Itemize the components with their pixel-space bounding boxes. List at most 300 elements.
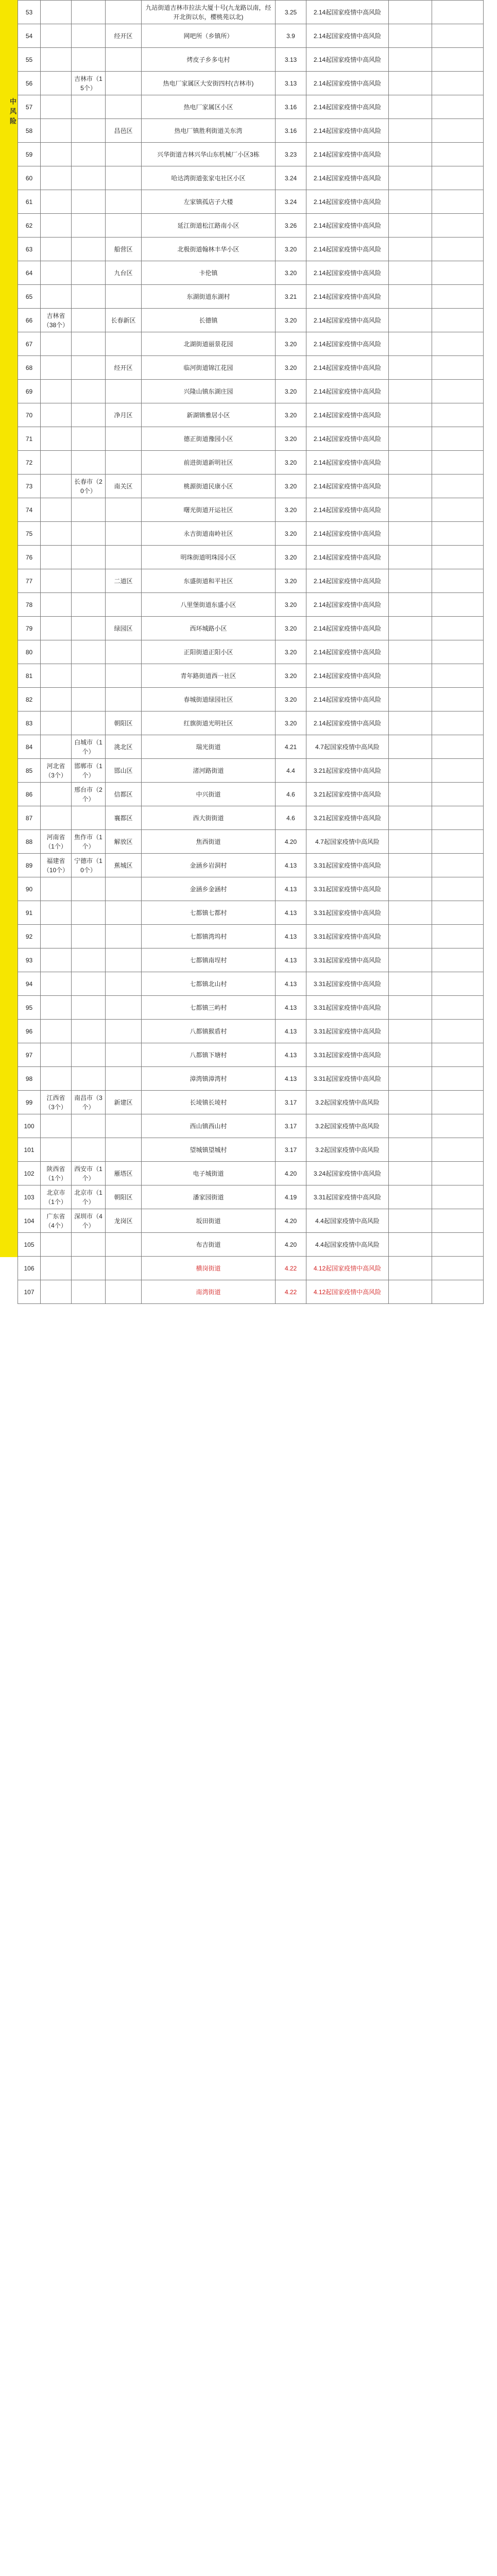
row-number: 64 [18, 261, 41, 285]
table-row [18, 451, 484, 474]
city-cell: 焦作市（1个） [72, 830, 106, 854]
city-cell [72, 332, 106, 356]
date-cell: 4.22 [276, 1257, 306, 1280]
district-cell [106, 688, 142, 711]
location-cell: 东盛街道和平社区 [142, 569, 276, 593]
risk-status-cell: 3.21起国家疫情中高风险 [306, 759, 389, 783]
city-cell [72, 119, 106, 143]
region-start-cell [389, 877, 432, 901]
risk-status-cell: 2.14起国家疫情中高风险 [306, 474, 389, 498]
city-cell [72, 806, 106, 830]
region-end-cell [432, 498, 484, 522]
region-start-cell [389, 214, 432, 238]
province-cell [41, 1233, 72, 1257]
city-cell [72, 48, 106, 72]
district-cell [106, 1020, 142, 1043]
district-cell [106, 380, 142, 403]
region-start-cell [389, 24, 432, 48]
province-cell: 吉林省（38个） [41, 309, 72, 332]
table-row [18, 356, 484, 380]
table-row [18, 1043, 484, 1067]
row-number: 101 [18, 1138, 41, 1162]
location-cell: 金涵乡金涵村 [142, 877, 276, 901]
district-cell [106, 877, 142, 901]
risk-status-cell: 2.14起国家疫情中高风险 [306, 238, 389, 261]
location-cell: 桃源街道民康小区 [142, 474, 276, 498]
date-cell: 4.13 [276, 948, 306, 972]
location-cell: 烤皮子乡多屯村 [142, 48, 276, 72]
province-cell [41, 48, 72, 72]
table-row [18, 427, 484, 451]
date-cell: 4.20 [276, 1233, 306, 1257]
region-end-cell [432, 214, 484, 238]
province-cell [41, 214, 72, 238]
risk-status-cell: 3.24起国家疫情中高风险 [306, 1162, 389, 1185]
province-cell [41, 285, 72, 309]
row-number: 55 [18, 48, 41, 72]
location-cell: 临河街道锦江花园 [142, 356, 276, 380]
region-start-cell [389, 190, 432, 214]
location-cell: 金涵乡岩洞村 [142, 854, 276, 877]
region-end-cell [432, 24, 484, 48]
province-cell [41, 593, 72, 617]
region-end-cell [432, 119, 484, 143]
region-start-cell [389, 1257, 432, 1280]
row-number: 69 [18, 380, 41, 403]
region-end-cell [432, 1114, 484, 1138]
date-cell: 3.20 [276, 356, 306, 380]
table-row [18, 48, 484, 72]
region-start-cell [389, 261, 432, 285]
date-cell: 3.20 [276, 474, 306, 498]
date-cell: 4.19 [276, 1185, 306, 1209]
location-cell: 长堎镇长堎村 [142, 1091, 276, 1114]
city-cell [72, 190, 106, 214]
table-row [18, 332, 484, 356]
region-end-cell [432, 1185, 484, 1209]
province-cell [41, 427, 72, 451]
city-cell: 宁德市（10个） [72, 854, 106, 877]
region-start-cell [389, 1091, 432, 1114]
location-cell: 渚河路街道 [142, 759, 276, 783]
city-cell [72, 711, 106, 735]
location-cell: 红旗街道光明社区 [142, 711, 276, 735]
city-cell: 西安市（1个） [72, 1162, 106, 1185]
province-cell [41, 569, 72, 593]
district-cell: 南关区 [106, 474, 142, 498]
province-cell [41, 901, 72, 925]
region-end-cell [432, 617, 484, 640]
location-cell: 八都镇下塘村 [142, 1043, 276, 1067]
table-row [18, 190, 484, 214]
table-row [18, 380, 484, 403]
region-end-cell [432, 72, 484, 95]
region-end-cell [432, 806, 484, 830]
region-end-cell [432, 901, 484, 925]
city-cell [72, 640, 106, 664]
province-cell [41, 688, 72, 711]
city-cell: 北京市（1个） [72, 1185, 106, 1209]
district-cell: 雁塔区 [106, 1162, 142, 1185]
region-start-cell [389, 925, 432, 948]
province-cell: 福建省（10个） [41, 854, 72, 877]
district-cell [106, 190, 142, 214]
district-cell [106, 522, 142, 546]
table-row [18, 309, 484, 332]
region-end-cell [432, 711, 484, 735]
city-cell [72, 522, 106, 546]
city-cell [72, 1, 106, 24]
district-cell [106, 640, 142, 664]
region-end-cell [432, 1162, 484, 1185]
region-end-cell [432, 640, 484, 664]
region-start-cell [389, 948, 432, 972]
risk-status-cell: 4.4起国家疫情中高风险 [306, 1233, 389, 1257]
row-number: 88 [18, 830, 41, 854]
district-cell: 经开区 [106, 356, 142, 380]
date-cell: 4.20 [276, 830, 306, 854]
table-row [18, 1091, 484, 1114]
location-cell: 前进街道新明社区 [142, 451, 276, 474]
province-cell: 北京市（1个） [41, 1185, 72, 1209]
row-number: 89 [18, 854, 41, 877]
date-cell: 3.20 [276, 617, 306, 640]
row-number: 77 [18, 569, 41, 593]
row-number: 79 [18, 617, 41, 640]
row-number: 72 [18, 451, 41, 474]
city-cell [72, 214, 106, 238]
date-cell: 4.13 [276, 1020, 306, 1043]
city-cell [72, 1043, 106, 1067]
risk-status-cell: 2.14起国家疫情中高风险 [306, 166, 389, 190]
city-cell [72, 925, 106, 948]
district-cell [106, 332, 142, 356]
province-cell [41, 522, 72, 546]
district-cell [106, 1138, 142, 1162]
risk-area-table [18, 0, 484, 1304]
province-cell [41, 1043, 72, 1067]
district-cell [106, 95, 142, 119]
district-cell: 绿园区 [106, 617, 142, 640]
region-end-cell [432, 356, 484, 380]
date-cell: 3.20 [276, 688, 306, 711]
row-number: 98 [18, 1067, 41, 1091]
region-end-cell [432, 238, 484, 261]
city-cell [72, 546, 106, 569]
region-start-cell [389, 854, 432, 877]
location-cell: 热电厂家属区大安街四村(吉林市) [142, 72, 276, 95]
city-cell: 吉林市（15个） [72, 72, 106, 95]
province-cell [41, 925, 72, 948]
table-row [18, 593, 484, 617]
risk-status-cell: 2.14起国家疫情中高风险 [306, 688, 389, 711]
risk-status-cell: 2.14起国家疫情中高风险 [306, 569, 389, 593]
city-cell [72, 95, 106, 119]
region-end-cell [432, 190, 484, 214]
district-cell: 经开区 [106, 24, 142, 48]
date-cell: 3.20 [276, 640, 306, 664]
province-cell: 广东省（4个） [41, 1209, 72, 1233]
row-number: 80 [18, 640, 41, 664]
location-cell: 瑞光街道 [142, 735, 276, 759]
district-cell: 九台区 [106, 261, 142, 285]
table-row [18, 1257, 484, 1280]
date-cell: 4.13 [276, 1043, 306, 1067]
table-row [18, 1280, 484, 1304]
location-cell: 明珠街道明珠园小区 [142, 546, 276, 569]
province-cell: 江西省（3个） [41, 1091, 72, 1114]
province-cell [41, 403, 72, 427]
location-cell: 横岗街道 [142, 1257, 276, 1280]
row-number: 95 [18, 996, 41, 1020]
district-cell: 朝阳区 [106, 1185, 142, 1209]
date-cell: 3.17 [276, 1138, 306, 1162]
location-cell: 哈达湾街道张家屯社区小区 [142, 166, 276, 190]
region-end-cell [432, 688, 484, 711]
city-cell [72, 901, 106, 925]
region-end-cell [432, 166, 484, 190]
region-start-cell [389, 474, 432, 498]
province-cell [41, 617, 72, 640]
city-cell [72, 1280, 106, 1304]
province-cell [41, 332, 72, 356]
region-start-cell [389, 1138, 432, 1162]
region-start-cell [389, 901, 432, 925]
city-cell [72, 1020, 106, 1043]
date-cell: 4.13 [276, 854, 306, 877]
city-cell [72, 1067, 106, 1091]
location-cell: 长德镇 [142, 309, 276, 332]
region-start-cell [389, 380, 432, 403]
region-end-cell [432, 877, 484, 901]
city-cell [72, 617, 106, 640]
row-number: 107 [18, 1280, 41, 1304]
district-cell: 长春新区 [106, 309, 142, 332]
location-cell: 八都镇猴盾村 [142, 1020, 276, 1043]
date-cell: 4.13 [276, 901, 306, 925]
table-row [18, 972, 484, 996]
region-end-cell [432, 309, 484, 332]
region-start-cell [389, 617, 432, 640]
region-end-cell [432, 783, 484, 806]
risk-status-cell: 4.12起国家疫情中高风险 [306, 1280, 389, 1304]
region-start-cell [389, 996, 432, 1020]
city-cell [72, 380, 106, 403]
province-cell [41, 711, 72, 735]
table-row [18, 1020, 484, 1043]
district-cell: 解放区 [106, 830, 142, 854]
district-cell [106, 72, 142, 95]
province-cell [41, 72, 72, 95]
district-cell [106, 1067, 142, 1091]
table-row [18, 901, 484, 925]
region-end-cell [432, 1138, 484, 1162]
row-number: 63 [18, 238, 41, 261]
row-number: 100 [18, 1114, 41, 1138]
region-end-cell [432, 854, 484, 877]
city-cell [72, 1114, 106, 1138]
date-cell: 3.26 [276, 214, 306, 238]
location-cell: 中兴街道 [142, 783, 276, 806]
city-cell: 邯郸市（1个） [72, 759, 106, 783]
date-cell: 4.6 [276, 806, 306, 830]
risk-level-side-bar [0, 0, 18, 1257]
region-start-cell [389, 238, 432, 261]
province-cell [41, 24, 72, 48]
city-cell [72, 143, 106, 166]
risk-status-cell: 2.14起国家疫情中高风险 [306, 498, 389, 522]
location-cell: 兴华街道吉林兴华山东机械厂小区3栋 [142, 143, 276, 166]
date-cell: 3.25 [276, 1, 306, 24]
region-start-cell [389, 1209, 432, 1233]
district-cell [106, 48, 142, 72]
province-cell [41, 1257, 72, 1280]
region-start-cell [389, 309, 432, 332]
region-end-cell [432, 1233, 484, 1257]
risk-status-cell: 2.14起国家疫情中高风险 [306, 427, 389, 451]
location-cell: 青年路街道西一社区 [142, 664, 276, 688]
region-start-cell [389, 427, 432, 451]
risk-status-cell: 3.31起国家疫情中高风险 [306, 901, 389, 925]
date-cell: 3.20 [276, 238, 306, 261]
row-number: 82 [18, 688, 41, 711]
risk-status-cell: 2.14起国家疫情中高风险 [306, 522, 389, 546]
row-number: 87 [18, 806, 41, 830]
province-cell [41, 166, 72, 190]
table-row [18, 119, 484, 143]
row-number: 96 [18, 1020, 41, 1043]
district-cell [106, 214, 142, 238]
province-cell [41, 356, 72, 380]
city-cell: 白城市（1个） [72, 735, 106, 759]
date-cell: 3.20 [276, 593, 306, 617]
city-cell [72, 238, 106, 261]
row-number: 92 [18, 925, 41, 948]
province-cell [41, 783, 72, 806]
risk-status-cell: 2.14起国家疫情中高风险 [306, 593, 389, 617]
province-cell [41, 664, 72, 688]
region-end-cell [432, 380, 484, 403]
province-cell: 陕西省（1个） [41, 1162, 72, 1185]
date-cell: 4.13 [276, 925, 306, 948]
location-cell: 望城镇望城村 [142, 1138, 276, 1162]
region-start-cell [389, 830, 432, 854]
row-number: 67 [18, 332, 41, 356]
risk-status-cell: 3.31起国家疫情中高风险 [306, 948, 389, 972]
location-cell: 七都镇七都村 [142, 901, 276, 925]
location-cell: 南湾街道 [142, 1280, 276, 1304]
location-cell: 九站街道吉林市拉法大厦十号(九龙路以南，经开北街以东，樱桃苑以北) [142, 1, 276, 24]
table-row [18, 1, 484, 24]
date-cell: 3.24 [276, 190, 306, 214]
date-cell: 3.20 [276, 664, 306, 688]
province-cell [41, 1138, 72, 1162]
location-cell: 潘家园街道 [142, 1185, 276, 1209]
location-cell: 西山镇西山村 [142, 1114, 276, 1138]
district-cell: 净月区 [106, 403, 142, 427]
district-cell [106, 1043, 142, 1067]
date-cell: 3.16 [276, 119, 306, 143]
location-cell: 卡伦镇 [142, 261, 276, 285]
row-number: 91 [18, 901, 41, 925]
district-cell [106, 1233, 142, 1257]
row-number: 54 [18, 24, 41, 48]
region-start-cell [389, 1020, 432, 1043]
region-end-cell [432, 1280, 484, 1304]
region-end-cell [432, 1067, 484, 1091]
date-cell: 3.23 [276, 143, 306, 166]
table-row [18, 664, 484, 688]
table-row [18, 214, 484, 238]
province-cell [41, 1067, 72, 1091]
region-start-cell [389, 1233, 432, 1257]
province-cell [41, 1114, 72, 1138]
province-cell: 河南省（1个） [41, 830, 72, 854]
region-start-cell [389, 1, 432, 24]
region-end-cell [432, 95, 484, 119]
region-end-cell [432, 569, 484, 593]
table-row [18, 474, 484, 498]
region-start-cell [389, 1114, 432, 1138]
date-cell: 3.20 [276, 380, 306, 403]
city-cell [72, 972, 106, 996]
location-cell: 西大街街道 [142, 806, 276, 830]
region-end-cell [432, 972, 484, 996]
table-row [18, 1233, 484, 1257]
region-end-cell [432, 830, 484, 854]
location-cell: 八里堡街道东盛小区 [142, 593, 276, 617]
district-cell: 邯山区 [106, 759, 142, 783]
province-cell [41, 877, 72, 901]
date-cell: 4.13 [276, 877, 306, 901]
date-cell: 4.13 [276, 972, 306, 996]
date-cell: 3.13 [276, 72, 306, 95]
province-cell [41, 1280, 72, 1304]
table-row [18, 546, 484, 569]
date-cell: 4.20 [276, 1209, 306, 1233]
region-end-cell [432, 427, 484, 451]
date-cell: 3.17 [276, 1114, 306, 1138]
city-cell [72, 688, 106, 711]
row-number: 94 [18, 972, 41, 996]
province-cell [41, 996, 72, 1020]
district-cell [106, 996, 142, 1020]
region-end-cell [432, 664, 484, 688]
district-cell [106, 901, 142, 925]
risk-status-cell: 2.14起国家疫情中高风险 [306, 285, 389, 309]
table-row [18, 996, 484, 1020]
district-cell: 洮北区 [106, 735, 142, 759]
table-row [18, 925, 484, 948]
district-cell: 二道区 [106, 569, 142, 593]
province-cell: 河北省（3个） [41, 759, 72, 783]
location-cell: 布吉街道 [142, 1233, 276, 1257]
row-number: 93 [18, 948, 41, 972]
date-cell: 3.13 [276, 48, 306, 72]
table-row [18, 1185, 484, 1209]
risk-status-cell: 2.14起国家疫情中高风险 [306, 711, 389, 735]
risk-status-cell: 4.4起国家疫情中高风险 [306, 1209, 389, 1233]
city-cell [72, 427, 106, 451]
district-cell [106, 427, 142, 451]
region-end-cell [432, 1209, 484, 1233]
risk-status-cell: 3.31起国家疫情中高风险 [306, 877, 389, 901]
region-end-cell [432, 143, 484, 166]
row-number: 75 [18, 522, 41, 546]
risk-status-cell: 2.14起国家疫情中高风险 [306, 356, 389, 380]
region-start-cell [389, 1185, 432, 1209]
risk-status-cell: 2.14起国家疫情中高风险 [306, 48, 389, 72]
